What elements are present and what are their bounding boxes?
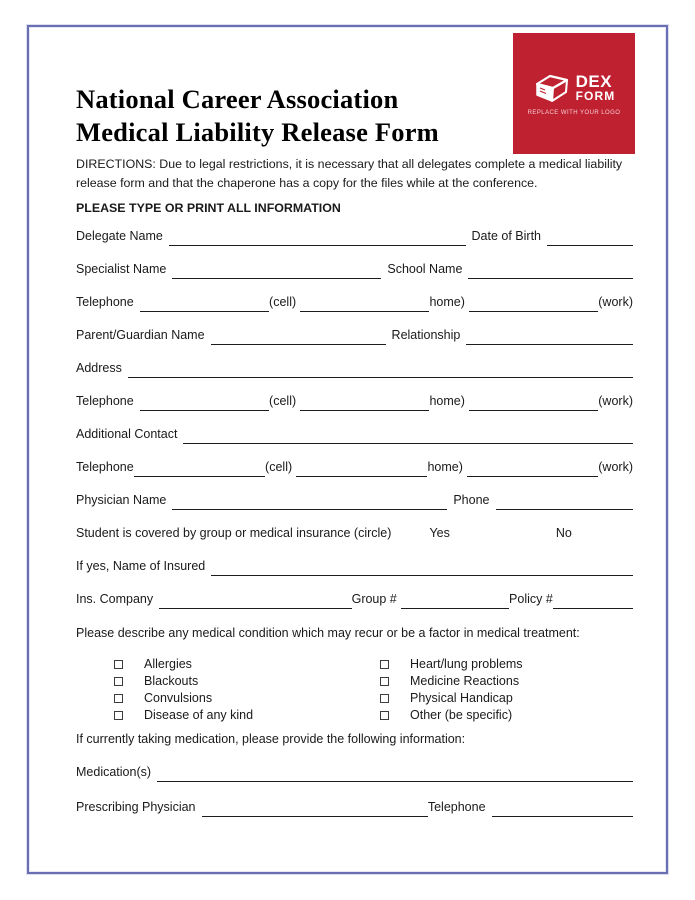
condition-item-heart-lung [380, 656, 633, 673]
telephone-1-work-label: (work) [598, 295, 633, 309]
additional-contact-line[interactable] [183, 430, 633, 444]
row-parent-guardian [76, 326, 633, 345]
ins-company-label: Ins. Company [76, 592, 154, 606]
school-name-line[interactable] [468, 265, 633, 279]
physician-name-label: Physician Name [76, 493, 167, 507]
label-blackouts: Blackouts [144, 674, 199, 688]
condition-item-convulsions [114, 690, 380, 707]
telephone-2-cell-label: (cell) [269, 394, 297, 408]
ins-company-line[interactable] [159, 595, 351, 609]
row-physician [76, 491, 633, 510]
medication-note: If currently taking medication, please provide the following information: [76, 731, 466, 746]
physician-name-line[interactable] [172, 496, 447, 510]
telephone-3-work-label: (work) [598, 460, 633, 474]
insurance-yes-option[interactable]: Yes [429, 526, 450, 540]
conditions-prompt: Please describe any medical condition which may recur or be a factor in medical treatment: [76, 626, 580, 640]
row-name-of-insured [76, 557, 633, 576]
school-name-label: School Name [387, 262, 463, 276]
prescribing-physician-line[interactable] [202, 803, 428, 817]
condition-item-other [380, 707, 633, 724]
row-delegate [76, 227, 633, 246]
telephone-2-home-line[interactable] [300, 397, 429, 411]
relationship-line[interactable] [466, 331, 633, 345]
label-disease-of-any-kind: Disease of any kind [144, 708, 254, 722]
telephone-2-cell-line[interactable] [140, 397, 269, 411]
dexform-logo [513, 33, 635, 154]
label-convulsions: Convulsions [144, 691, 213, 705]
row-telephone-2 [76, 392, 633, 411]
telephone-1-cell-line[interactable] [140, 298, 269, 312]
row-telephone-1 [76, 293, 633, 312]
specialist-name-line[interactable] [172, 265, 381, 279]
date-of-birth-label: Date of Birth [471, 229, 541, 243]
conditions-grid [114, 656, 633, 724]
label-other-be-specific: Other (be specific) [410, 708, 513, 722]
checkbox-blackouts[interactable] [114, 677, 123, 686]
medications-line[interactable] [157, 768, 633, 782]
insurance-question-label: Student is covered by group or medical insurance (circle) [76, 526, 392, 540]
physician-phone-line[interactable] [496, 496, 634, 510]
parent-guardian-line[interactable] [211, 331, 386, 345]
condition-item-allergies [114, 656, 380, 673]
condition-item-disease [114, 707, 380, 724]
label-physical-handicap: Physical Handicap [410, 691, 513, 705]
group-number-label: Group # [351, 592, 397, 606]
checkbox-allergies[interactable] [114, 660, 123, 669]
date-of-birth-line[interactable] [547, 232, 633, 246]
condition-item-physical-handicap [380, 690, 633, 707]
delegate-name-label: Delegate Name [76, 229, 163, 243]
logo-tagline: REPLACE WITH YOUR LOGO [527, 109, 621, 116]
name-of-insured-label: If yes, Name of Insured [76, 559, 206, 573]
row-address [76, 359, 633, 378]
condition-item-medicine-reactions [380, 673, 633, 690]
additional-contact-label: Additional Contact [76, 427, 178, 441]
checkbox-disease-of-any-kind[interactable] [114, 711, 123, 720]
box-icon [533, 72, 571, 105]
directions-text: DIRECTIONS: Due to legal restrictions, it is necessary that all delegates complete a medical liability release form and that the chaperone has a copy for the files while at the conference. [76, 157, 623, 190]
telephone-1-home-label: home) [429, 295, 465, 309]
telephone-2-home-label: home) [429, 394, 465, 408]
telephone-2-work-label: (work) [598, 394, 633, 408]
insurance-no-option[interactable]: No [555, 526, 572, 540]
telephone-1-work-line[interactable] [469, 298, 598, 312]
telephone-3-home-label: home) [427, 460, 463, 474]
specialist-name-label: Specialist Name [76, 262, 167, 276]
telephone-3-cell-label: (cell) [265, 460, 293, 474]
title-line-1: National Career Association [76, 84, 399, 114]
logo-text-form: FORM [575, 89, 616, 103]
row-medications [76, 763, 633, 782]
row-telephone-3 [76, 458, 633, 477]
policy-number-label: Policy # [509, 592, 553, 606]
telephone-3-cell-line[interactable] [134, 463, 265, 477]
telephone-1-home-line[interactable] [300, 298, 429, 312]
row-insurance-question [76, 524, 633, 543]
medications-label: Medication(s) [76, 764, 152, 779]
label-allergies: Allergies [144, 657, 192, 671]
prescribing-telephone-line[interactable] [492, 803, 633, 817]
address-label: Address [76, 361, 122, 375]
telephone-3-label: Telephone [76, 460, 134, 474]
checkbox-other-be-specific[interactable] [380, 711, 389, 720]
address-line[interactable] [128, 364, 633, 378]
telephone-3-work-line[interactable] [467, 463, 598, 477]
telephone-1-label: Telephone [76, 295, 134, 309]
checkbox-convulsions[interactable] [114, 694, 123, 703]
label-medicine-reactions: Medicine Reactions [410, 674, 520, 688]
physician-phone-label: Phone [453, 493, 490, 507]
telephone-1-cell-label: (cell) [269, 295, 297, 309]
delegate-name-line[interactable] [169, 232, 466, 246]
checkbox-heart-lung-problems[interactable] [380, 660, 389, 669]
checkbox-physical-handicap[interactable] [380, 694, 389, 703]
relationship-label: Relationship [391, 328, 461, 342]
checkbox-medicine-reactions[interactable] [380, 677, 389, 686]
prescribing-physician-label: Prescribing Physician [76, 799, 196, 814]
document-page [27, 25, 668, 874]
telephone-2-work-line[interactable] [469, 397, 598, 411]
row-additional-contact [76, 425, 633, 444]
logo-main [533, 72, 616, 105]
telephone-3-home-line[interactable] [296, 463, 427, 477]
group-number-line[interactable] [401, 595, 509, 609]
logo-wordmark [576, 74, 616, 102]
logo-text-dex: DEX [575, 72, 613, 91]
row-insurance-company [76, 590, 633, 609]
row-prescribing-physician [76, 798, 633, 817]
parent-guardian-label: Parent/Guardian Name [76, 328, 205, 342]
name-of-insured-line[interactable] [211, 562, 633, 576]
instruction-text: PLEASE TYPE OR PRINT ALL INFORMATION [76, 201, 341, 215]
label-heart-lung-problems: Heart/lung problems [410, 657, 523, 671]
policy-number-line[interactable] [553, 595, 633, 609]
telephone-2-label: Telephone [76, 394, 134, 408]
title-line-2: Medical Liability Release Form [76, 117, 439, 147]
prescribing-telephone-label: Telephone [427, 799, 486, 814]
row-specialist [76, 260, 633, 279]
condition-item-blackouts [114, 673, 380, 690]
